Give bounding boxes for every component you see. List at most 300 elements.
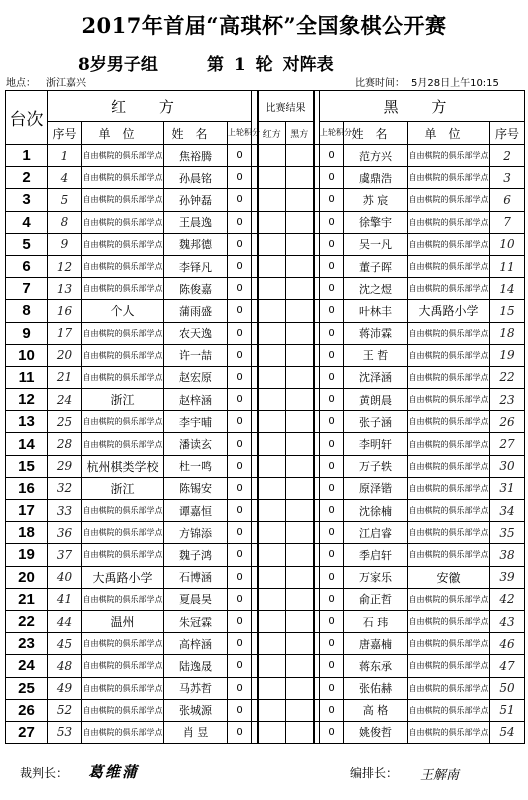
black-seq-cell: 35 [490, 522, 525, 544]
red-seq-cell: 44 [48, 610, 82, 632]
black-points-cell: 0 [320, 366, 344, 388]
red-name-cell: 潘读玄 [164, 433, 228, 455]
table-row [6, 721, 525, 743]
black-seq-cell: 10 [490, 233, 525, 255]
red-result-cell [258, 211, 286, 233]
table-no-cell: 12 [6, 389, 48, 411]
table-no-cell: 21 [6, 588, 48, 610]
table-row [6, 189, 525, 211]
red-result-cell [258, 300, 286, 322]
red-name-cell: 王晨逸 [164, 211, 228, 233]
black-unit-cell: 自由棋院的俱乐部学点 [408, 433, 490, 455]
red-points-cell: 0 [228, 455, 252, 477]
table-row [6, 389, 525, 411]
black-seq-cell: 7 [490, 211, 525, 233]
header-result: 比赛结果 [258, 91, 314, 122]
black-name-cell: 蒋沛霖 [344, 322, 408, 344]
black-unit-cell: 自由棋院的俱乐部学点 [408, 255, 490, 277]
black-result-cell [286, 588, 314, 610]
black-seq-cell: 47 [490, 655, 525, 677]
black-seq-cell: 31 [490, 477, 525, 499]
red-unit-cell: 自由棋院的俱乐部学点 [82, 233, 164, 255]
red-seq-cell: 4 [48, 167, 82, 189]
red-seq-cell: 49 [48, 677, 82, 699]
referee-label: 裁判长： [20, 766, 69, 780]
info-line [0, 74, 528, 90]
black-points-cell: 0 [320, 677, 344, 699]
red-result-cell [258, 322, 286, 344]
header-table-no: 台次 [6, 91, 48, 145]
red-points-cell: 0 [228, 389, 252, 411]
black-unit-cell: 自由棋院的俱乐部学点 [408, 145, 490, 167]
black-seq-cell: 46 [490, 633, 525, 655]
pairing-rows [6, 145, 525, 744]
red-name-cell: 朱冠霖 [164, 610, 228, 632]
black-points-cell: 0 [320, 300, 344, 322]
table-no-cell: 10 [6, 344, 48, 366]
black-seq-cell: 27 [490, 433, 525, 455]
table-row [6, 655, 525, 677]
black-unit-cell: 自由棋院的俱乐部学点 [408, 411, 490, 433]
black-points-cell: 0 [320, 721, 344, 743]
black-points-cell: 0 [320, 544, 344, 566]
red-name-cell: 方锦添 [164, 522, 228, 544]
black-unit-cell: 自由棋院的俱乐部学点 [408, 189, 490, 211]
red-name-cell: 赵梓涵 [164, 389, 228, 411]
black-unit-cell: 自由棋院的俱乐部学点 [408, 477, 490, 499]
black-points-cell: 0 [320, 389, 344, 411]
red-points-cell: 0 [228, 500, 252, 522]
red-unit-cell: 自由棋院的俱乐部学点 [82, 189, 164, 211]
red-name-cell: 李宇晡 [164, 411, 228, 433]
table-row [6, 278, 525, 300]
table-no-cell: 16 [6, 477, 48, 499]
red-result-cell [258, 610, 286, 632]
red-result-cell [258, 677, 286, 699]
black-name-cell: 黄朗晨 [344, 389, 408, 411]
red-points-cell: 0 [228, 255, 252, 277]
black-result-cell [286, 566, 314, 588]
table-no-cell: 5 [6, 233, 48, 255]
red-result-cell [258, 145, 286, 167]
black-result-cell [286, 233, 314, 255]
red-result-cell [258, 655, 286, 677]
red-unit-cell: 自由棋院的俱乐部学点 [82, 145, 164, 167]
red-points-cell: 0 [228, 699, 252, 721]
arranger-signature: 王解南 [420, 768, 460, 783]
black-result-cell [286, 500, 314, 522]
red-points-cell: 0 [228, 278, 252, 300]
black-name-cell: 万子轶 [344, 455, 408, 477]
black-seq-cell: 19 [490, 344, 525, 366]
red-points-cell: 0 [228, 721, 252, 743]
red-points-cell: 0 [228, 522, 252, 544]
red-result-cell [258, 699, 286, 721]
header-red-result: 红方 [258, 122, 286, 145]
black-points-cell: 0 [320, 255, 344, 277]
table-row [6, 322, 525, 344]
red-name-cell: 陆逸晟 [164, 655, 228, 677]
table-no-cell: 8 [6, 300, 48, 322]
arranger-label: 编排长： [350, 766, 399, 780]
red-points-cell: 0 [228, 189, 252, 211]
table-row [6, 477, 525, 499]
red-points-cell: 0 [228, 211, 252, 233]
header-red-seq: 序号 [48, 122, 82, 145]
red-points-cell: 0 [228, 300, 252, 322]
table-row [6, 211, 525, 233]
black-unit-cell: 自由棋院的俱乐部学点 [408, 455, 490, 477]
table-row [6, 145, 525, 167]
red-unit-cell: 自由棋院的俱乐部学点 [82, 522, 164, 544]
red-name-cell: 夏晨昊 [164, 588, 228, 610]
red-result-cell [258, 544, 286, 566]
black-result-cell [286, 167, 314, 189]
black-name-cell: 吴一凡 [344, 233, 408, 255]
red-result-cell [258, 433, 286, 455]
black-seq-cell: 39 [490, 566, 525, 588]
table-no-cell: 2 [6, 167, 48, 189]
black-name-cell: 姚俊哲 [344, 721, 408, 743]
red-seq-cell: 25 [48, 411, 82, 433]
black-result-cell [286, 633, 314, 655]
red-name-cell: 李铎凡 [164, 255, 228, 277]
red-unit-cell: 自由棋院的俱乐部学点 [82, 411, 164, 433]
black-result-cell [286, 189, 314, 211]
table-row [6, 500, 525, 522]
black-unit-cell: 自由棋院的俱乐部学点 [408, 366, 490, 388]
black-result-cell [286, 366, 314, 388]
table-row [6, 255, 525, 277]
round-label: 第 1 轮 对阵表 [207, 55, 334, 75]
table-row [6, 300, 525, 322]
red-unit-cell: 自由棋院的俱乐部学点 [82, 344, 164, 366]
black-result-cell [286, 721, 314, 743]
red-seq-cell: 28 [48, 433, 82, 455]
black-seq-cell: 2 [490, 145, 525, 167]
table-no-cell: 25 [6, 677, 48, 699]
black-name-cell: 徐擎宇 [344, 211, 408, 233]
table-no-cell: 15 [6, 455, 48, 477]
black-points-cell: 0 [320, 610, 344, 632]
red-seq-cell: 13 [48, 278, 82, 300]
red-seq-cell: 37 [48, 544, 82, 566]
red-name-cell: 马苏哲 [164, 677, 228, 699]
red-name-cell: 张城源 [164, 699, 228, 721]
red-seq-cell: 32 [48, 477, 82, 499]
red-seq-cell: 20 [48, 344, 82, 366]
black-name-cell: 高 格 [344, 699, 408, 721]
red-result-cell [258, 588, 286, 610]
red-seq-cell: 48 [48, 655, 82, 677]
black-unit-cell: 自由棋院的俱乐部学点 [408, 633, 490, 655]
black-points-cell: 0 [320, 344, 344, 366]
red-seq-cell: 36 [48, 522, 82, 544]
red-unit-cell: 自由棋院的俱乐部学点 [82, 633, 164, 655]
header-red-unit: 单位 [82, 122, 164, 145]
black-seq-cell: 51 [490, 699, 525, 721]
black-points-cell: 0 [320, 566, 344, 588]
location-value: 浙江嘉兴 [46, 78, 86, 89]
black-name-cell: 董子晖 [344, 255, 408, 277]
black-unit-cell: 自由棋院的俱乐部学点 [408, 278, 490, 300]
black-name-cell: 苏 宸 [344, 189, 408, 211]
red-seq-cell: 12 [48, 255, 82, 277]
black-result-cell [286, 522, 314, 544]
red-result-cell [258, 455, 286, 477]
header-black-points: 上轮积分 [320, 122, 344, 145]
black-result-cell [286, 211, 314, 233]
black-points-cell: 0 [320, 211, 344, 233]
black-seq-cell: 50 [490, 677, 525, 699]
black-result-cell [286, 655, 314, 677]
table-row [6, 677, 525, 699]
red-points-cell: 0 [228, 233, 252, 255]
black-name-cell: 俞正哲 [344, 588, 408, 610]
red-points-cell: 0 [228, 322, 252, 344]
black-unit-cell: 自由棋院的俱乐部学点 [408, 721, 490, 743]
red-name-cell: 焦裕腾 [164, 145, 228, 167]
black-unit-cell: 自由棋院的俱乐部学点 [408, 699, 490, 721]
black-name-cell: 沈泽涵 [344, 366, 408, 388]
red-points-cell: 0 [228, 366, 252, 388]
red-unit-cell: 个人 [82, 300, 164, 322]
black-points-cell: 0 [320, 278, 344, 300]
red-unit-cell: 自由棋院的俱乐部学点 [82, 699, 164, 721]
red-unit-cell: 温州 [82, 610, 164, 632]
black-unit-cell: 自由棋院的俱乐部学点 [408, 588, 490, 610]
black-name-cell: 范方兴 [344, 145, 408, 167]
black-seq-cell: 11 [490, 255, 525, 277]
red-unit-cell: 自由棋院的俱乐部学点 [82, 500, 164, 522]
black-points-cell: 0 [320, 167, 344, 189]
black-points-cell: 0 [320, 322, 344, 344]
black-unit-cell: 自由棋院的俱乐部学点 [408, 522, 490, 544]
red-seq-cell: 40 [48, 566, 82, 588]
red-points-cell: 0 [228, 566, 252, 588]
red-points-cell: 0 [228, 145, 252, 167]
black-name-cell: 石 玮 [344, 610, 408, 632]
subtitle [0, 50, 528, 75]
black-unit-cell: 自由棋院的俱乐部学点 [408, 389, 490, 411]
red-name-cell: 孙钟磊 [164, 189, 228, 211]
black-seq-cell: 14 [490, 278, 525, 300]
table-no-cell: 27 [6, 721, 48, 743]
black-result-cell [286, 677, 314, 699]
red-unit-cell: 自由棋院的俱乐部学点 [82, 167, 164, 189]
black-result-cell [286, 145, 314, 167]
black-points-cell: 0 [320, 433, 344, 455]
black-unit-cell: 自由棋院的俱乐部学点 [408, 211, 490, 233]
black-unit-cell: 自由棋院的俱乐部学点 [408, 344, 490, 366]
red-name-cell: 陈锡安 [164, 477, 228, 499]
table-no-cell: 4 [6, 211, 48, 233]
red-points-cell: 0 [228, 433, 252, 455]
table-no-cell: 7 [6, 278, 48, 300]
red-points-cell: 0 [228, 633, 252, 655]
black-points-cell: 0 [320, 455, 344, 477]
black-seq-cell: 3 [490, 167, 525, 189]
red-name-cell: 石博涵 [164, 566, 228, 588]
red-unit-cell: 自由棋院的俱乐部学点 [82, 544, 164, 566]
black-name-cell: 原泽锴 [344, 477, 408, 499]
black-points-cell: 0 [320, 522, 344, 544]
location-label: 地点： [6, 78, 36, 89]
red-name-cell: 魏子鸿 [164, 544, 228, 566]
red-points-cell: 0 [228, 610, 252, 632]
table-no-cell: 19 [6, 544, 48, 566]
table-no-cell: 24 [6, 655, 48, 677]
match-time [355, 74, 499, 89]
time-value: 5月28日上午10:15 [411, 78, 499, 89]
black-unit-cell: 自由棋院的俱乐部学点 [408, 167, 490, 189]
black-result-cell [286, 455, 314, 477]
red-points-cell: 0 [228, 588, 252, 610]
black-name-cell: 沈徐楠 [344, 500, 408, 522]
black-seq-cell: 42 [490, 588, 525, 610]
black-name-cell: 唐嘉楠 [344, 633, 408, 655]
table-row [6, 633, 525, 655]
red-name-cell: 陈俊嘉 [164, 278, 228, 300]
black-seq-cell: 6 [490, 189, 525, 211]
black-seq-cell: 30 [490, 455, 525, 477]
header-black-unit: 单位 [408, 122, 490, 145]
table-row [6, 522, 525, 544]
black-name-cell: 季启轩 [344, 544, 408, 566]
red-seq-cell: 41 [48, 588, 82, 610]
black-points-cell: 0 [320, 699, 344, 721]
red-result-cell [258, 389, 286, 411]
black-name-cell: 沈之煜 [344, 278, 408, 300]
table-row [6, 455, 525, 477]
black-result-cell [286, 411, 314, 433]
table-no-cell: 1 [6, 145, 48, 167]
red-unit-cell: 自由棋院的俱乐部学点 [82, 255, 164, 277]
header-black-name: 姓名 [344, 122, 408, 145]
black-result-cell [286, 433, 314, 455]
red-unit-cell: 自由棋院的俱乐部学点 [82, 655, 164, 677]
red-seq-cell: 16 [48, 300, 82, 322]
red-result-cell [258, 411, 286, 433]
group-label: 8岁男子组 [78, 55, 158, 75]
red-seq-cell: 24 [48, 389, 82, 411]
black-name-cell: 虞鼎浩 [344, 167, 408, 189]
table-no-cell: 3 [6, 189, 48, 211]
table-no-cell: 18 [6, 522, 48, 544]
red-unit-cell: 自由棋院的俱乐部学点 [82, 677, 164, 699]
black-name-cell: 王 哲 [344, 344, 408, 366]
red-unit-cell: 自由棋院的俱乐部学点 [82, 588, 164, 610]
red-points-cell: 0 [228, 411, 252, 433]
black-points-cell: 0 [320, 588, 344, 610]
black-seq-cell: 22 [490, 366, 525, 388]
red-unit-cell: 自由棋院的俱乐部学点 [82, 433, 164, 455]
black-result-cell [286, 544, 314, 566]
red-name-cell: 谭嘉恒 [164, 500, 228, 522]
black-seq-cell: 26 [490, 411, 525, 433]
black-name-cell: 江启睿 [344, 522, 408, 544]
black-result-cell [286, 300, 314, 322]
black-name-cell: 张佑赫 [344, 677, 408, 699]
table-no-cell: 20 [6, 566, 48, 588]
red-result-cell [258, 344, 286, 366]
red-unit-cell: 杭州棋类学校 [82, 455, 164, 477]
black-seq-cell: 15 [490, 300, 525, 322]
black-seq-cell: 43 [490, 610, 525, 632]
red-points-cell: 0 [228, 655, 252, 677]
red-result-cell [258, 477, 286, 499]
time-label: 比赛时间： [355, 78, 405, 89]
red-name-cell: 魏邦德 [164, 233, 228, 255]
page-title: 2017年首届“高琪杯”全国象棋公开赛 [81, 13, 447, 38]
red-unit-cell: 浙江 [82, 477, 164, 499]
red-seq-cell: 52 [48, 699, 82, 721]
red-result-cell [258, 278, 286, 300]
black-name-cell: 蒋东承 [344, 655, 408, 677]
table-row [6, 411, 525, 433]
black-unit-cell: 自由棋院的俱乐部学点 [408, 233, 490, 255]
black-unit-cell: 安徽 [408, 566, 490, 588]
red-unit-cell: 大禹路小学 [82, 566, 164, 588]
red-seq-cell: 5 [48, 189, 82, 211]
table-no-cell: 6 [6, 255, 48, 277]
black-points-cell: 0 [320, 411, 344, 433]
black-points-cell: 0 [320, 477, 344, 499]
table-row [6, 566, 525, 588]
red-points-cell: 0 [228, 544, 252, 566]
table-row [6, 699, 525, 721]
red-name-cell: 肖 昱 [164, 721, 228, 743]
red-name-cell: 蒲雨盛 [164, 300, 228, 322]
referee-signature: 葛维蒲 [88, 763, 140, 781]
red-seq-cell: 33 [48, 500, 82, 522]
red-name-cell: 赵宏原 [164, 366, 228, 388]
black-points-cell: 0 [320, 145, 344, 167]
black-unit-cell: 自由棋院的俱乐部学点 [408, 500, 490, 522]
red-unit-cell: 浙江 [82, 389, 164, 411]
pairing-table [5, 90, 525, 744]
footer [0, 764, 528, 786]
table-row [6, 344, 525, 366]
black-result-cell [286, 610, 314, 632]
red-result-cell [258, 721, 286, 743]
red-seq-cell: 21 [48, 366, 82, 388]
table-no-cell: 14 [6, 433, 48, 455]
black-seq-cell: 23 [490, 389, 525, 411]
table-no-cell: 23 [6, 633, 48, 655]
table-row [6, 167, 525, 189]
table-row [6, 233, 525, 255]
black-name-cell: 万家乐 [344, 566, 408, 588]
red-unit-cell: 自由棋院的俱乐部学点 [82, 721, 164, 743]
table-row [6, 544, 525, 566]
red-seq-cell: 9 [48, 233, 82, 255]
header-black-seq: 序号 [490, 122, 525, 145]
red-name-cell: 农天逸 [164, 322, 228, 344]
black-result-cell [286, 278, 314, 300]
red-points-cell: 0 [228, 477, 252, 499]
header-red-name: 姓名 [164, 122, 228, 145]
red-result-cell [258, 255, 286, 277]
black-unit-cell: 自由棋院的俱乐部学点 [408, 655, 490, 677]
black-seq-cell: 34 [490, 500, 525, 522]
black-seq-cell: 38 [490, 544, 525, 566]
black-result-cell [286, 477, 314, 499]
red-seq-cell: 45 [48, 633, 82, 655]
red-result-cell [258, 633, 286, 655]
red-unit-cell: 自由棋院的俱乐部学点 [82, 322, 164, 344]
black-result-cell [286, 255, 314, 277]
